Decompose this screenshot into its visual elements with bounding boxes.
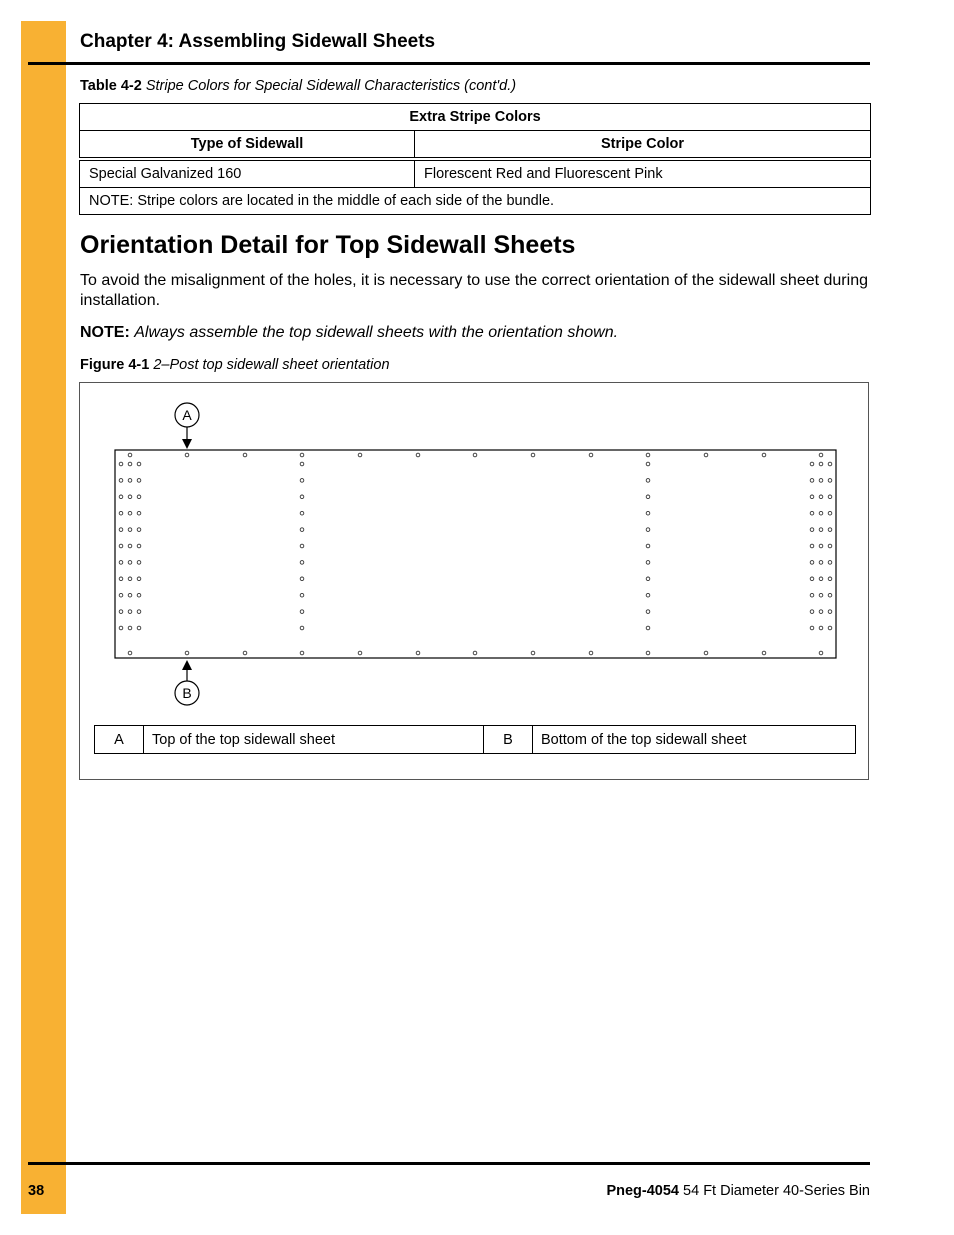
figure-legend-table xyxy=(94,725,856,754)
figure-caption xyxy=(80,357,390,373)
note-label: NOTE: xyxy=(80,324,130,341)
figure-frame xyxy=(79,382,869,780)
callout-b-label: B xyxy=(182,685,192,701)
table-cell-type: Special Galvanized 160 xyxy=(80,159,415,188)
figure-caption-text: 2–Post top sidewall sheet orientation xyxy=(153,357,390,373)
page-number: 38 xyxy=(28,1183,45,1199)
legend-row xyxy=(95,726,856,754)
section-paragraph: To avoid the misalignment of the holes, it is necessary to use the correct orientation of the sidewall sheet during installation. xyxy=(80,272,868,309)
footer-doc-title: 54 Ft Diameter 40-Series Bin xyxy=(683,1183,870,1199)
legend-key-b: B xyxy=(484,726,533,754)
header-rule xyxy=(28,62,870,65)
callout-b-arrowhead xyxy=(182,660,192,670)
legend-desc-a: Top of the top sidewall sheet xyxy=(144,726,484,754)
column-header-type: Type of Sidewall xyxy=(80,131,415,160)
table-row xyxy=(80,159,871,188)
table-caption-label: Table 4-2 xyxy=(80,78,142,94)
callout-a-label: A xyxy=(182,407,192,423)
column-header-stripe-color: Stripe Color xyxy=(415,131,871,160)
table-note: NOTE: Stripe colors are located in the middle of each side of the bundle. xyxy=(80,188,871,215)
table-group-header-row xyxy=(80,104,871,131)
chapter-title: Chapter 4: Assembling Sidewall Sheets xyxy=(80,31,436,52)
table-group-header: Extra Stripe Colors xyxy=(80,104,871,131)
table-cell-stripe-color: Florescent Red and Fluorescent Pink xyxy=(415,159,871,188)
section-title: Orientation Detail for Top Sidewall Sheets xyxy=(80,231,576,259)
stripe-colors-table xyxy=(79,103,871,215)
note-text: Always assemble the top sidewall sheets with the orientation shown. xyxy=(134,324,619,341)
footer-doc-id: Pneg-4054 xyxy=(606,1183,679,1199)
legend-desc-b: Bottom of the top sidewall sheet xyxy=(533,726,856,754)
table-caption xyxy=(80,78,516,94)
callout-a-arrowhead xyxy=(182,439,192,449)
sidewall-sheet-outline xyxy=(115,450,836,658)
legend-key-a: A xyxy=(95,726,144,754)
section-note xyxy=(80,324,618,342)
figure-caption-label: Figure 4-1 xyxy=(80,357,150,373)
sidewall-sheet-diagram xyxy=(80,383,870,781)
footer-rule xyxy=(28,1162,870,1165)
side-color-bar xyxy=(21,21,66,1214)
table-note-row xyxy=(80,188,871,215)
footer-doc-info xyxy=(606,1183,870,1199)
table-caption-text: Stripe Colors for Special Sidewall Characteristics (cont'd.) xyxy=(145,78,517,94)
table-column-header-row xyxy=(80,131,871,160)
